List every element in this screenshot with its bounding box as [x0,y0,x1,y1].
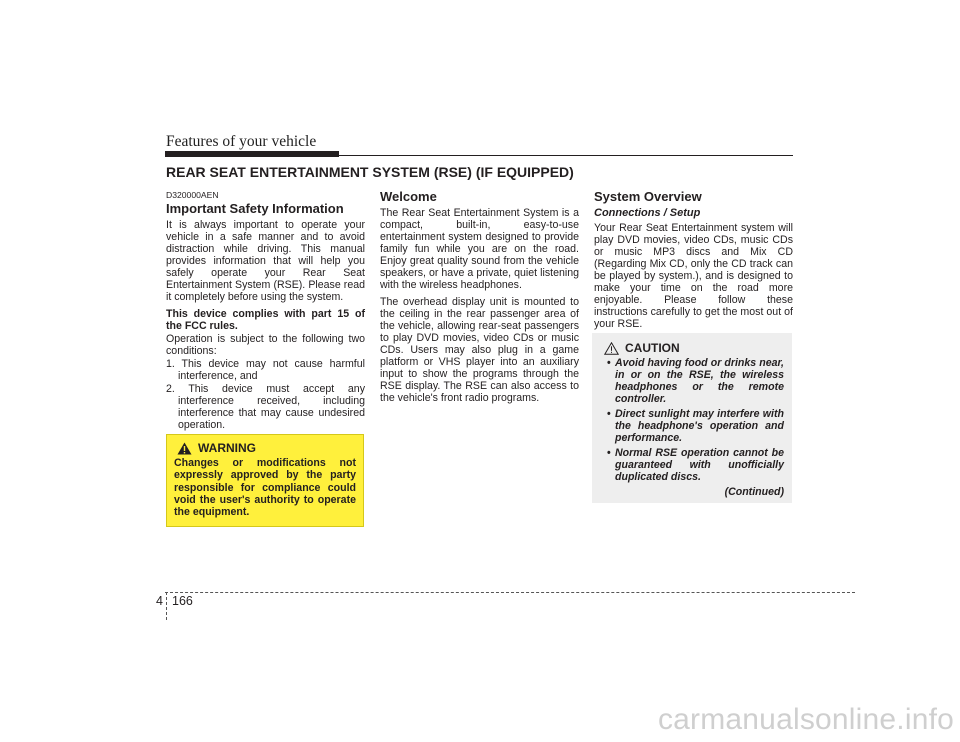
safety-paragraph: It is always important to operate your vehicle in a safe manner and to avoid distraction while driving. This manual provides information that will help you safely operate your Rear Seat Entertainment System (RSE). Please read it completely before using the system. [166,219,365,303]
warning-header [177,441,356,455]
warning-box [166,434,364,527]
column-safety [166,189,365,432]
caution-item: • Avoid having food or drinks near, in or on the RSE, the wireless headphones or the remote controller. [600,357,784,405]
caution-box [592,333,792,503]
watermark: carmanualsonline.info [657,703,954,736]
document-code: D320000AEN [166,190,219,200]
display-paragraph: The overhead display unit is mounted to the ceiling in the rear passenger area of the vehicle, allowing rear-seat passengers to play DVD movies, video CDs or music CDs. Users may also plug in a game platform or VHS player into an auxiliary input to show the programs through the RSE display. The RSE can also access to the vehicle's front radio programs. [380,296,579,404]
column-overview [594,189,793,330]
caution-triangle-icon [604,342,619,355]
fcc-statement: This device complies with part 15 of the FCC rules. [166,308,365,332]
welcome-paragraph: The Rear Seat Entertainment System is a compact, built-in, easy-to-use entertainment system designed to provide family fun while you are on the road. Enjoy great quality sound from the vehicle speakers, or have a private, quiet listening with the wireless headphones. [380,207,579,291]
connections-subheading: Connections / Setup [594,207,701,219]
overview-heading: System Overview [594,189,702,204]
page-header-title: Features of your vehicle [166,133,317,150]
column-welcome [380,189,579,404]
overview-paragraph: Your Rear Seat Entertainment system will play DVD movies, video CDs, music CDs or music MP3 discs and Mix CD (Regarding Mix CD, only the CD track can be played by system.), and is designed to make your time on the road more enjoyable. Please follow these instructions carefully to get the most out of your RSE. [594,222,793,330]
warning-triangle-icon [177,442,192,455]
condition-item: 2. This device must accept any interference received, including interference that may cause undesired operation. [166,383,365,431]
section-title: REAR SEAT ENTERTAINMENT SYSTEM (RSE) (IF EQUIPPED) [166,164,574,180]
header-rule [339,155,793,156]
safety-heading: Important Safety Information [166,201,344,216]
caution-item: • Direct sunlight may interfere with the headphone's operation and performance. [600,408,784,444]
caution-list [600,357,784,483]
footer-divider [166,592,167,620]
warning-title: WARNING [198,441,256,455]
welcome-heading: Welcome [380,189,437,204]
caution-title: CAUTION [625,341,680,355]
condition-item: 1. This device may not cause harmful interference, and [166,358,365,382]
chapter-number: 4 [156,594,163,608]
footer-rule [165,592,855,593]
caution-header [604,341,784,355]
header-bar [165,151,339,157]
conditions-list [166,358,365,431]
warning-text: Changes or modifications not expressly approved by the party responsible for compliance could void the user's authority to operate the equipment. [174,457,356,519]
continued-note: (Continued) [724,486,784,498]
caution-item: • Normal RSE operation cannot be guaranteed with unofficially duplicated discs. [600,447,784,483]
page-number: 166 [172,594,193,608]
conditions-intro: Operation is subject to the following two conditions: [166,333,365,357]
